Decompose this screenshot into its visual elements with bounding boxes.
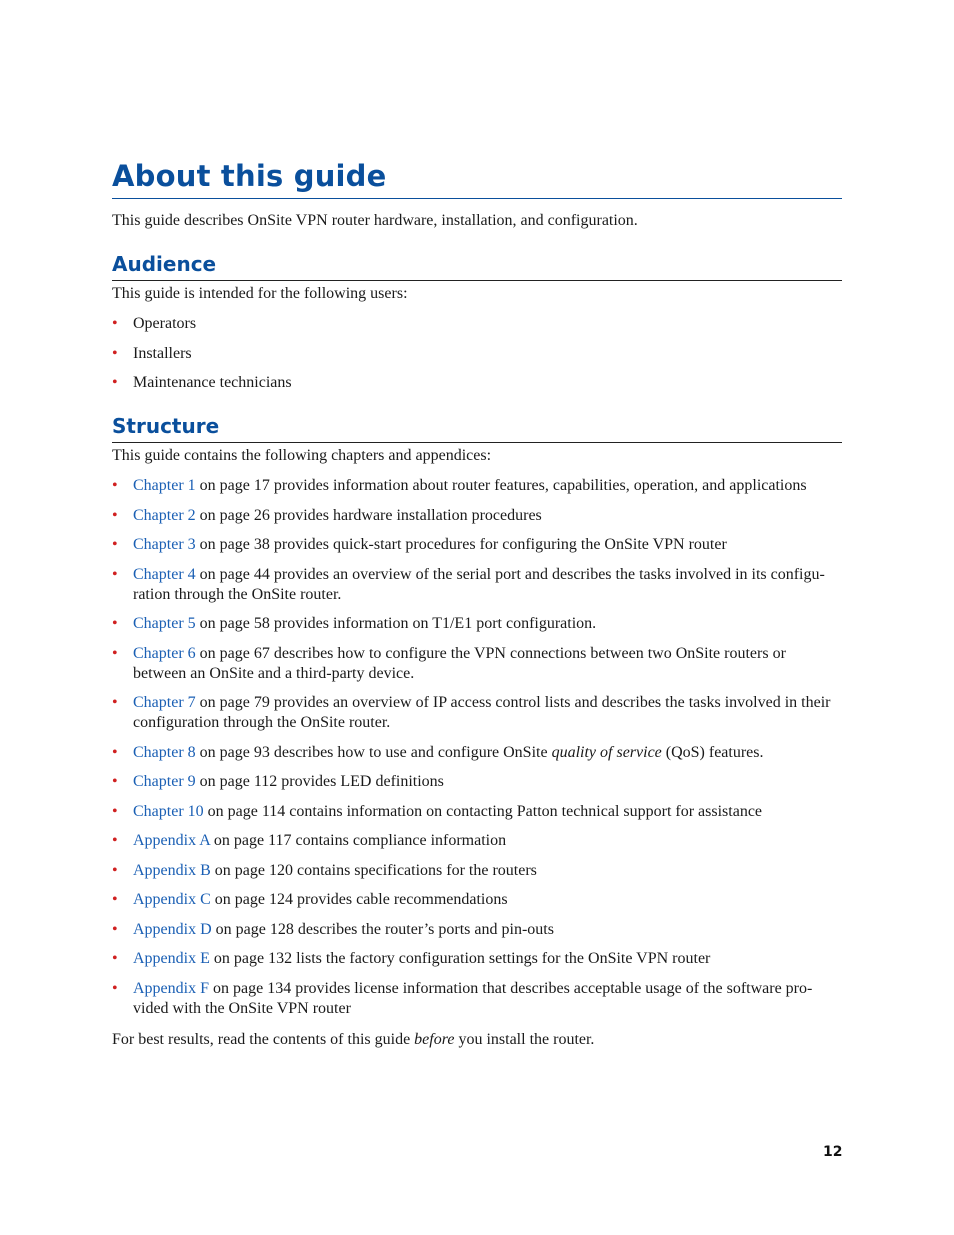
bullet-icon: • xyxy=(112,743,118,761)
chapter-description-continuation: ration through the OnSite router. xyxy=(133,585,342,603)
chapter-description-continuation: vided with the OnSite VPN router xyxy=(133,999,351,1017)
structure-lead: This guide contains the following chapters and appendices: xyxy=(112,447,492,464)
structure-list-item xyxy=(112,644,842,684)
bullet-icon: • xyxy=(112,565,118,583)
chapter-description: on page 93 describes how to use and configure OnSite xyxy=(195,743,552,761)
chapter-link[interactable]: Chapter 9 xyxy=(133,773,196,790)
chapter-link[interactable]: Appendix C xyxy=(133,891,211,908)
audience-item-text: Maintenance technicians xyxy=(133,374,292,391)
chapter-link[interactable]: Chapter 8 xyxy=(133,743,196,761)
structure-list-item xyxy=(112,831,842,851)
bullet-icon: • xyxy=(112,802,118,820)
closing-paragraph xyxy=(112,1030,842,1050)
structure-list xyxy=(112,476,842,1028)
bullet-icon: • xyxy=(112,374,118,391)
structure-list-item xyxy=(112,565,842,605)
chapter-description: on page 114 contains information on contacting Patton technical support for assistance xyxy=(203,802,763,820)
chapter-description: on page 134 provides license information that describes acceptable usage of the software pro- xyxy=(209,979,813,997)
bullet-icon: • xyxy=(112,861,118,879)
bullet-icon: • xyxy=(112,506,118,524)
chapter-description: on page 117 contains compliance information xyxy=(209,832,507,849)
structure-list-item xyxy=(112,614,842,634)
chapter-link[interactable]: Chapter 3 xyxy=(133,536,196,553)
audience-list-item xyxy=(112,373,842,393)
audience-list xyxy=(112,314,842,403)
structure-list-item xyxy=(112,693,842,733)
structure-list-item xyxy=(112,772,842,792)
chapter-link[interactable]: Chapter 5 xyxy=(133,615,196,632)
chapter-description: on page 67 describes how to configure the VPN connections between two OnSite routers or xyxy=(195,644,786,662)
structure-list-item xyxy=(112,890,842,910)
chapter-description: on page 79 provides an overview of IP access control lists and describes the tasks involved in their xyxy=(195,694,831,711)
audience-heading: Audience xyxy=(112,252,217,276)
chapter-description-tail: (QoS) features. xyxy=(661,743,764,761)
closing-emphasis: before xyxy=(414,1031,455,1048)
chapter-link[interactable]: Chapter 10 xyxy=(133,802,204,820)
title-rule xyxy=(112,198,842,199)
bullet-icon: • xyxy=(112,920,118,938)
chapter-link[interactable]: Chapter 2 xyxy=(133,506,196,524)
structure-list-item xyxy=(112,920,842,940)
chapter-description: on page 132 lists the factory configuration settings for the OnSite VPN router xyxy=(209,950,711,967)
chapter-description: on page 44 provides an overview of the serial port and describes the tasks involved in its configu- xyxy=(195,565,825,583)
closing-text-before: For best results, read the contents of this guide xyxy=(112,1031,415,1048)
structure-list-item xyxy=(112,535,842,555)
audience-list-item xyxy=(112,344,842,364)
chapter-description: on page 38 provides quick-start procedures for configuring the OnSite VPN router xyxy=(195,536,727,553)
structure-list-item xyxy=(112,979,842,1019)
bullet-icon: • xyxy=(112,477,118,494)
bullet-icon: • xyxy=(112,832,118,849)
page-title: About this guide xyxy=(112,159,387,193)
bullet-icon: • xyxy=(112,694,118,711)
structure-list-item xyxy=(112,476,842,496)
audience-list-item xyxy=(112,314,842,334)
bullet-icon: • xyxy=(112,315,118,332)
chapter-link[interactable]: Chapter 6 xyxy=(133,644,196,662)
page-number: 12 xyxy=(823,1144,843,1160)
audience-lead: This guide is intended for the following users: xyxy=(112,285,408,302)
audience-item-text: Installers xyxy=(133,344,192,362)
chapter-description-emphasis: quality of service xyxy=(551,743,662,761)
structure-list-item xyxy=(112,949,842,969)
chapter-link[interactable]: Chapter 7 xyxy=(133,694,196,711)
chapter-description: on page 26 provides hardware installation procedures xyxy=(195,506,542,524)
chapter-link[interactable]: Chapter 4 xyxy=(133,565,196,583)
audience-item-text: Operators xyxy=(133,315,197,332)
bullet-icon: • xyxy=(112,950,118,967)
chapter-link[interactable]: Appendix F xyxy=(133,979,209,997)
chapter-link[interactable]: Appendix B xyxy=(133,861,211,879)
chapter-link[interactable]: Appendix E xyxy=(133,950,210,967)
bullet-icon: • xyxy=(112,344,118,362)
structure-rule xyxy=(112,442,842,443)
structure-heading: Structure xyxy=(112,414,220,438)
audience-rule xyxy=(112,280,842,281)
bullet-icon: • xyxy=(112,615,118,632)
bullet-icon: • xyxy=(112,979,118,997)
bullet-icon: • xyxy=(112,644,118,662)
chapter-description-continuation: between an OnSite and a third-party device. xyxy=(133,664,415,682)
structure-list-item xyxy=(112,802,842,822)
chapter-description: on page 58 provides information on T1/E1 port configuration. xyxy=(195,615,597,632)
closing-text-after: you install the router. xyxy=(454,1031,595,1048)
bullet-icon: • xyxy=(112,891,118,908)
structure-list-item xyxy=(112,743,842,763)
chapter-description: on page 128 describes the router’s ports and pin-outs xyxy=(211,920,554,938)
intro-paragraph: This guide describes OnSite VPN router hardware, installation, and configuration. xyxy=(112,212,638,229)
structure-list-item xyxy=(112,506,842,526)
chapter-description: on page 112 provides LED definitions xyxy=(195,773,444,790)
chapter-link[interactable]: Appendix D xyxy=(133,920,212,938)
bullet-icon: • xyxy=(112,536,118,553)
structure-list-item xyxy=(112,861,842,881)
chapter-link[interactable]: Chapter 1 xyxy=(133,477,196,494)
bullet-icon: • xyxy=(112,773,118,790)
chapter-description-continuation: configuration through the OnSite router. xyxy=(133,714,391,731)
chapter-description: on page 124 provides cable recommendations xyxy=(210,891,508,908)
chapter-description: on page 17 provides information about router features, capabilities, operation, and applications xyxy=(195,477,807,494)
chapter-link[interactable]: Appendix A xyxy=(133,832,210,849)
chapter-description: on page 120 contains specifications for the routers xyxy=(210,861,537,879)
